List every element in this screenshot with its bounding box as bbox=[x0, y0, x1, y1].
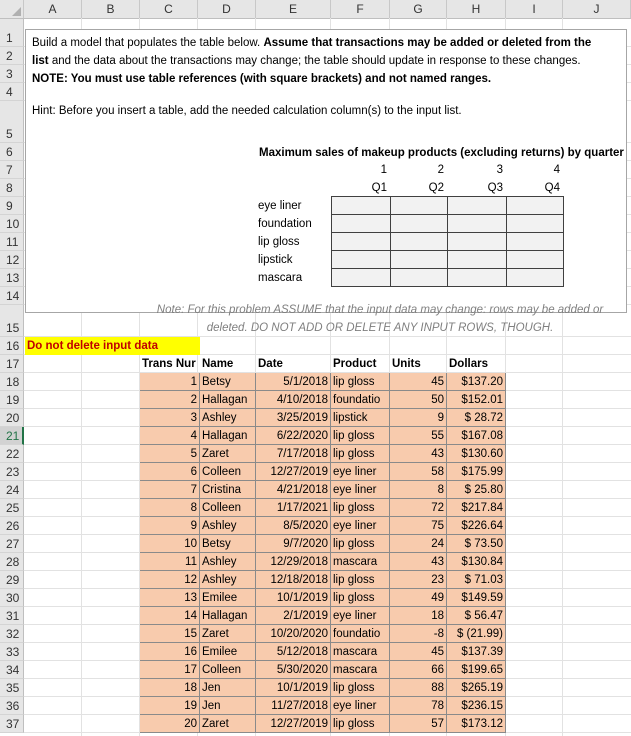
input-cell[interactable]: 49 bbox=[431, 592, 444, 604]
input-cell[interactable]: $175.99 bbox=[461, 466, 503, 478]
input-cell[interactable]: lip gloss bbox=[333, 574, 375, 586]
input-cell[interactable]: 66 bbox=[431, 664, 444, 676]
input-cell[interactable]: 6/22/2020 bbox=[276, 430, 328, 442]
input-cell[interactable]: 10/20/2020 bbox=[270, 628, 328, 640]
input-cell[interactable]: 18 bbox=[184, 682, 197, 694]
input-cell[interactable]: lip gloss bbox=[333, 682, 375, 694]
input-cell[interactable]: $167.08 bbox=[461, 430, 503, 442]
input-cell[interactable]: Emilee bbox=[202, 592, 238, 604]
input-cell[interactable]: 18 bbox=[431, 610, 444, 622]
summary-value-cell[interactable] bbox=[506, 196, 564, 215]
input-cell[interactable]: 55 bbox=[431, 430, 444, 442]
input-cell[interactable]: 13 bbox=[184, 592, 197, 604]
input-cell[interactable]: 58 bbox=[431, 466, 444, 478]
input-cell[interactable]: 4 bbox=[190, 430, 197, 442]
input-cell[interactable]: 6 bbox=[190, 466, 197, 478]
product-label[interactable]: eye liner bbox=[258, 200, 302, 212]
input-cell[interactable]: Hallagan bbox=[202, 430, 248, 442]
column-header-a[interactable]: A bbox=[24, 0, 82, 18]
summary-value-cell[interactable] bbox=[390, 268, 448, 287]
input-cell[interactable]: 75 bbox=[431, 520, 444, 532]
input-cell[interactable]: $236.15 bbox=[461, 700, 503, 712]
input-cell[interactable]: 24 bbox=[431, 538, 444, 550]
row-header-31[interactable]: 31 bbox=[0, 607, 24, 625]
column-header-i[interactable]: I bbox=[506, 0, 563, 18]
row-header-11[interactable]: 11 bbox=[0, 233, 24, 251]
row-header-22[interactable]: 22 bbox=[0, 445, 24, 463]
quarter-label[interactable]: Q3 bbox=[487, 182, 503, 194]
input-cell[interactable]: $152.01 bbox=[461, 394, 503, 406]
input-cell[interactable]: Hallagan bbox=[202, 610, 248, 622]
row-header-32[interactable]: 32 bbox=[0, 625, 24, 643]
input-cell[interactable]: Colleen bbox=[202, 466, 241, 478]
summary-value-cell[interactable] bbox=[447, 268, 507, 287]
input-cell[interactable]: 2/1/2019 bbox=[283, 610, 328, 622]
row-header-5[interactable]: 5 bbox=[0, 101, 24, 143]
input-cell[interactable]: 78 bbox=[431, 700, 444, 712]
input-cell[interactable]: Cristina bbox=[202, 484, 241, 496]
input-cell[interactable]: 1/17/2021 bbox=[276, 502, 328, 514]
input-cell[interactable]: mascara bbox=[333, 646, 378, 658]
row-header-18[interactable]: 18 bbox=[0, 373, 24, 391]
input-cell[interactable]: 12/27/2019 bbox=[270, 718, 328, 730]
input-cell[interactable]: 43 bbox=[431, 448, 444, 460]
row-header-21[interactable]: 21 bbox=[0, 427, 24, 445]
input-change-note[interactable]: Note: For this problem ASSUME that the input data may change: rows may be added or deleted. DO NOT ADD OR DELETE ANY INPUT ROWS, THOUGH. bbox=[156, 304, 604, 334]
row-header-16[interactable]: 16 bbox=[0, 337, 24, 355]
row-header-13[interactable]: 13 bbox=[0, 269, 24, 287]
row-header-4[interactable]: 4 bbox=[0, 83, 24, 101]
summary-title[interactable]: Maximum sales of makeup products (excluding returns) by quarter bbox=[259, 147, 624, 159]
row-header-34[interactable]: 34 bbox=[0, 661, 24, 679]
instruction-line-1: Build a model that populates the table below. Assume that transactions may be added or deleted from the bbox=[32, 37, 592, 49]
input-cell[interactable]: 19 bbox=[184, 700, 197, 712]
input-cell[interactable]: 5/30/2020 bbox=[276, 664, 328, 676]
row-header-37[interactable]: 37 bbox=[0, 715, 24, 733]
input-cell[interactable]: Betsy bbox=[202, 538, 231, 550]
input-cell[interactable]: 11/27/2018 bbox=[271, 700, 328, 712]
column-header-g[interactable]: G bbox=[390, 0, 447, 18]
input-cell[interactable]: 23 bbox=[431, 574, 444, 586]
input-cell[interactable]: Zaret bbox=[202, 628, 229, 640]
row-header-1[interactable]: 1 bbox=[0, 19, 24, 47]
input-cell[interactable]: 3 bbox=[190, 412, 197, 424]
summary-value-cell[interactable] bbox=[506, 214, 564, 233]
select-all-corner[interactable] bbox=[0, 0, 24, 18]
input-cell[interactable]: eye liner bbox=[333, 520, 377, 532]
quarter-number[interactable]: 1 bbox=[380, 164, 387, 176]
input-cell[interactable]: 11 bbox=[185, 556, 197, 568]
input-cell[interactable]: 8 bbox=[190, 502, 197, 514]
instruction-line-3: NOTE: You must use table references (with square brackets) and not named ranges. bbox=[32, 73, 492, 85]
input-cell[interactable]: $ 25.80 bbox=[464, 484, 503, 496]
input-cell[interactable]: 57 bbox=[431, 718, 444, 730]
input-cell[interactable]: Emilee bbox=[202, 646, 238, 658]
input-cell[interactable]: $265.19 bbox=[461, 682, 503, 694]
row-header-26[interactable]: 26 bbox=[0, 517, 24, 535]
input-cell[interactable]: 88 bbox=[431, 682, 444, 694]
input-cell[interactable]: 3/25/2019 bbox=[276, 412, 328, 424]
input-cell[interactable]: foundatio bbox=[333, 394, 381, 406]
input-header-5[interactable]: Dollars bbox=[449, 358, 488, 370]
summary-value-cell[interactable] bbox=[331, 268, 391, 287]
input-cell[interactable]: Hallagan bbox=[202, 394, 248, 406]
row-header-17[interactable]: 17 bbox=[0, 355, 24, 373]
input-cell[interactable]: lip gloss bbox=[333, 718, 375, 730]
row-header-33[interactable]: 33 bbox=[0, 643, 24, 661]
quarter-number[interactable]: 2 bbox=[437, 164, 444, 176]
summary-value-cell[interactable] bbox=[447, 250, 507, 269]
column-header-e[interactable]: E bbox=[256, 0, 331, 18]
summary-value-cell[interactable] bbox=[390, 196, 448, 215]
row-header-6[interactable]: 6 bbox=[0, 143, 24, 161]
input-cell[interactable]: 20 bbox=[184, 718, 197, 730]
input-header-1[interactable]: Name bbox=[202, 358, 234, 370]
input-cell[interactable]: Jen bbox=[202, 682, 221, 694]
input-cell[interactable]: lip gloss bbox=[333, 448, 375, 460]
column-header-h[interactable]: H bbox=[447, 0, 506, 18]
input-cell[interactable]: Ashley bbox=[202, 412, 237, 424]
input-cell[interactable]: foundatio bbox=[333, 628, 381, 640]
column-header-j[interactable]: J bbox=[563, 0, 631, 18]
summary-value-cell[interactable] bbox=[331, 214, 391, 233]
input-cell[interactable]: lipstick bbox=[333, 412, 368, 424]
input-cell[interactable]: 72 bbox=[431, 502, 444, 514]
input-cell[interactable]: 12 bbox=[184, 574, 197, 586]
row-header-24[interactable]: 24 bbox=[0, 481, 24, 499]
input-cell[interactable]: $217.84 bbox=[461, 502, 503, 514]
input-cell[interactable]: 17 bbox=[184, 664, 197, 676]
input-cell[interactable]: 1 bbox=[190, 376, 197, 388]
summary-value-cell[interactable] bbox=[447, 214, 507, 233]
input-cell[interactable]: $130.84 bbox=[461, 556, 503, 568]
row-header-28[interactable]: 28 bbox=[0, 553, 24, 571]
summary-value-cell[interactable] bbox=[390, 232, 448, 251]
row-header-25[interactable]: 25 bbox=[0, 499, 24, 517]
input-cell[interactable]: lip gloss bbox=[333, 538, 375, 550]
input-header-0[interactable]: Trans Nur bbox=[142, 358, 196, 370]
summary-value-cell[interactable] bbox=[506, 232, 564, 251]
input-header-4[interactable]: Units bbox=[392, 358, 421, 370]
row-header-20[interactable]: 20 bbox=[0, 409, 24, 427]
input-cell[interactable]: Ashley bbox=[202, 556, 237, 568]
input-cell[interactable]: $ 28.72 bbox=[464, 412, 503, 424]
input-cell[interactable]: Colleen bbox=[202, 502, 241, 514]
column-header-f[interactable]: F bbox=[331, 0, 390, 18]
input-cell[interactable]: $130.60 bbox=[461, 448, 503, 460]
column-header-c[interactable]: C bbox=[140, 0, 198, 18]
column-header-bar bbox=[0, 0, 631, 19]
input-cell[interactable]: Ashley bbox=[202, 574, 237, 586]
product-label[interactable]: foundation bbox=[258, 218, 312, 230]
input-cell[interactable]: 7 bbox=[190, 484, 197, 496]
input-cell[interactable]: Betsy bbox=[202, 376, 231, 388]
input-cell[interactable]: mascara bbox=[333, 664, 378, 676]
input-cell[interactable]: 4/10/2018 bbox=[276, 394, 328, 406]
row-header-12[interactable]: 12 bbox=[0, 251, 24, 269]
input-cell[interactable]: 10/1/2019 bbox=[276, 682, 328, 694]
input-cell[interactable]: 8/5/2020 bbox=[283, 520, 328, 532]
quarter-label[interactable]: Q4 bbox=[544, 182, 560, 194]
summary-value-cell[interactable] bbox=[506, 250, 564, 269]
input-cell[interactable]: 12/27/2019 bbox=[270, 466, 328, 478]
quarter-number[interactable]: 3 bbox=[496, 164, 503, 176]
input-cell[interactable]: 12/18/2018 bbox=[270, 574, 328, 586]
summary-value-cell[interactable] bbox=[390, 214, 448, 233]
summary-value-cell[interactable] bbox=[331, 196, 391, 215]
row-header-2[interactable]: 2 bbox=[0, 47, 24, 65]
input-cell[interactable]: Colleen bbox=[202, 664, 241, 676]
column-header-b[interactable]: B bbox=[82, 0, 140, 18]
input-cell[interactable]: 9/7/2020 bbox=[283, 538, 328, 550]
hint-text: Hint: Before you insert a table, add the needed calculation column(s) to the input list. bbox=[32, 105, 462, 117]
input-cell[interactable]: 12/29/2018 bbox=[270, 556, 328, 568]
input-cell[interactable]: 5 bbox=[190, 448, 197, 460]
input-cell[interactable]: eye liner bbox=[333, 484, 377, 496]
input-cell[interactable]: Ashley bbox=[202, 520, 237, 532]
row-header-27[interactable]: 27 bbox=[0, 535, 24, 553]
input-cell[interactable]: $ (21.99) bbox=[456, 628, 503, 640]
input-cell[interactable]: $ 71.03 bbox=[464, 574, 503, 586]
row-header-29[interactable]: 29 bbox=[0, 571, 24, 589]
quarter-label[interactable]: Q2 bbox=[428, 182, 444, 194]
instruction-line-2: list and the data about the transactions may change; the table should update in response to these changes. bbox=[32, 55, 581, 67]
row-header-19[interactable]: 19 bbox=[0, 391, 24, 409]
input-cell[interactable]: $ 73.50 bbox=[464, 538, 503, 550]
row-header-36[interactable]: 36 bbox=[0, 697, 24, 715]
product-label[interactable]: lipstick bbox=[258, 254, 293, 266]
input-cell[interactable]: lip gloss bbox=[333, 376, 375, 388]
input-cell[interactable]: 15 bbox=[184, 628, 197, 640]
input-cell[interactable]: eye liner bbox=[333, 700, 377, 712]
input-cell[interactable]: $137.39 bbox=[461, 646, 503, 658]
summary-value-cell[interactable] bbox=[447, 232, 507, 251]
input-header-2[interactable]: Date bbox=[258, 358, 283, 370]
row-header-8[interactable]: 8 bbox=[0, 179, 24, 197]
warning-cell[interactable]: Do not delete input data bbox=[25, 337, 200, 355]
input-cell[interactable]: 14 bbox=[184, 610, 197, 622]
input-cell[interactable]: $226.64 bbox=[461, 520, 503, 532]
input-cell[interactable]: $199.65 bbox=[461, 664, 503, 676]
row-header-9[interactable]: 9 bbox=[0, 197, 24, 215]
input-cell[interactable]: eye liner bbox=[333, 466, 377, 478]
input-cell[interactable]: lip gloss bbox=[333, 592, 375, 604]
input-cell[interactable]: 10 bbox=[184, 538, 197, 550]
input-cell[interactable]: 16 bbox=[184, 646, 197, 658]
summary-value-cell[interactable] bbox=[331, 232, 391, 251]
input-cell[interactable]: 8 bbox=[437, 484, 444, 496]
input-cell[interactable]: -8 bbox=[433, 628, 444, 640]
input-cell[interactable]: 9 bbox=[190, 520, 197, 532]
quarter-label[interactable]: Q1 bbox=[371, 182, 387, 194]
summary-value-cell[interactable] bbox=[390, 250, 448, 269]
column-header-d[interactable]: D bbox=[198, 0, 256, 18]
input-cell[interactable]: 5/12/2018 bbox=[276, 646, 328, 658]
input-cell[interactable]: $173.12 bbox=[461, 718, 503, 730]
input-cell[interactable]: eye liner bbox=[333, 610, 377, 622]
row-header-7[interactable]: 7 bbox=[0, 161, 24, 179]
input-cell[interactable]: lip gloss bbox=[333, 430, 375, 442]
input-cell[interactable]: 9 bbox=[437, 412, 444, 424]
input-cell[interactable]: mascara bbox=[333, 556, 378, 568]
input-cell[interactable]: lip gloss bbox=[333, 502, 375, 514]
input-header-3[interactable]: Product bbox=[333, 358, 377, 370]
input-cell[interactable]: 43 bbox=[431, 556, 444, 568]
product-label[interactable]: lip gloss bbox=[258, 236, 300, 248]
input-cell[interactable]: 10/1/2019 bbox=[276, 592, 328, 604]
row-header-23[interactable]: 23 bbox=[0, 463, 24, 481]
input-cell[interactable]: Zaret bbox=[202, 448, 229, 460]
summary-value-cell[interactable] bbox=[331, 250, 391, 269]
input-cell[interactable]: 45 bbox=[431, 376, 444, 388]
row-header-10[interactable]: 10 bbox=[0, 215, 24, 233]
input-cell[interactable]: 50 bbox=[431, 394, 444, 406]
product-label[interactable]: mascara bbox=[258, 272, 303, 284]
quarter-number[interactable]: 4 bbox=[553, 164, 560, 176]
input-cell[interactable]: Zaret bbox=[202, 718, 229, 730]
row-header-30[interactable]: 30 bbox=[0, 589, 24, 607]
input-cell[interactable]: 5/1/2018 bbox=[283, 376, 328, 388]
input-cell[interactable]: 7/17/2018 bbox=[276, 448, 328, 460]
input-cell[interactable]: 45 bbox=[431, 646, 444, 658]
input-cell[interactable]: $137.20 bbox=[461, 376, 503, 388]
summary-value-cell[interactable] bbox=[447, 196, 507, 215]
row-header-3[interactable]: 3 bbox=[0, 65, 24, 83]
row-header-35[interactable]: 35 bbox=[0, 679, 24, 697]
input-cell[interactable]: 4/21/2018 bbox=[276, 484, 328, 496]
input-cell[interactable]: $ 56.47 bbox=[464, 610, 503, 622]
row-header-15[interactable]: 15 bbox=[0, 305, 24, 337]
input-cell[interactable]: $149.59 bbox=[461, 592, 503, 604]
input-cell[interactable]: 2 bbox=[190, 394, 197, 406]
input-cell[interactable]: Jen bbox=[202, 700, 221, 712]
row-header-14[interactable]: 14 bbox=[0, 287, 24, 305]
summary-value-cell[interactable] bbox=[506, 268, 564, 287]
